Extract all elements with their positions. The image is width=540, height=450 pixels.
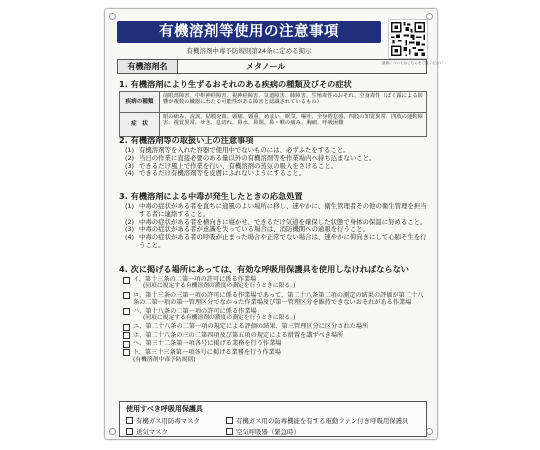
- regulation-footnote: (有機溶剤中毒予防規則): [133, 357, 196, 364]
- item-text: ト、第三十三条第一項各号に掲げる業務を行う作業場: [133, 348, 281, 356]
- respirator-option: [226, 416, 420, 425]
- symptom-header: 症 状: [120, 113, 160, 136]
- item-text: ロ、第十三条の三第一項の許可に係る作業場であって、第二十八条第二項の測定の結果の評価が第二十八条の二第一項の第一管理区分でなかった作業場及び第一管理区分を維持できないおそれがある作業場: [133, 291, 424, 307]
- option-label: 有機ガス用の防毒機能を有する電動ファン付き呼吸用保護具: [236, 417, 409, 425]
- respirator-option: [126, 416, 226, 425]
- table-row: [120, 112, 426, 136]
- item-text: できるだけ有機溶剤等を皮膚にふれないようにすること。: [139, 169, 306, 178]
- mounting-hole: [109, 13, 116, 20]
- item-text: イ、第十三条の二第一項の許可に係る作業場: [133, 276, 257, 283]
- option-label: 空気呼吸器（緊急時）: [236, 428, 300, 436]
- checkbox[interactable]: [123, 349, 130, 356]
- checkbox[interactable]: [123, 292, 130, 299]
- list-item: [125, 234, 427, 250]
- checkbox[interactable]: [123, 277, 130, 284]
- checklist-item: [123, 340, 427, 348]
- checkbox[interactable]: [226, 417, 233, 424]
- item-note: (同項に規定する有機溶剤の濃度の測定を行うときに限る。): [143, 315, 296, 322]
- section-4-title: 4. 次に掲げる場所にあっては、有効な呼吸用保護具を使用しなければならない: [119, 264, 409, 274]
- section-2-title: 2. 有機溶剤等の取扱い上の注意事項: [119, 135, 254, 145]
- first-aid-list: [125, 203, 427, 250]
- item-text: ハ、第十八条の二第一項の許可に係る作業場: [133, 307, 257, 315]
- item-text: 有機溶剤等を入れた容器で使用中でないものには、必ずふたをすること。: [139, 146, 350, 154]
- item-text: 中毒の症状がある者が意識を失っている場合は、消防機関への通報を行うこと。: [139, 225, 370, 234]
- solvent-name-label: 有機溶剤名: [118, 60, 178, 73]
- respirator-box-title: 使用すべき呼吸用保護具: [126, 405, 203, 413]
- table-row: [120, 92, 426, 112]
- checklist-item: [123, 323, 427, 331]
- checkbox[interactable]: [126, 428, 133, 435]
- qr-caption: 最新についてはこちらをご覧ください: [382, 61, 444, 65]
- item-number: (1): [125, 202, 135, 210]
- respirator-option: [126, 427, 226, 436]
- item-number: (2): [125, 153, 135, 162]
- disease-type-text: 前眼部障害、中枢神経障害、視神経障害、気道障害、肺障害、生殖毒性のおそれ、全身毒性（ばく露による影響が複数の臓器にわたる可能性がある障害と認識されているもの）: [163, 93, 423, 106]
- item-number: (4): [125, 169, 135, 178]
- item-text: ニ、第二十八条の二第一項の規定による評価の結果、第三管理区分に区分された場所: [133, 323, 369, 331]
- solvent-name-value: メタノール: [246, 62, 286, 71]
- mounting-hole: [426, 428, 433, 435]
- section-1-title: 1. 有機溶剤により生ずるおそれのある疾病の種類及びその症状: [119, 79, 352, 89]
- checkbox[interactable]: [123, 341, 130, 348]
- item-number: (4): [125, 233, 135, 242]
- disease-type-header: 疾病の種類: [120, 92, 160, 112]
- symptom-text: 眼の痛み、流涙、結膜充血、頭痛、頭重、めまい、眠気、嘔吐、全身倦怠感、四肢の知覚異常、四肢の運動障害、視覚異常、せき、息切れ、鼻水、鼻閉、鼻・喉の痛み、胸痛、呼吸困難: [163, 114, 423, 127]
- item-text: 中毒の症状がある者の呼吸が止まった場合や正常でない場合は、速やかに仰向きにして心肺そ生を行うこと。: [139, 233, 427, 249]
- checkbox[interactable]: [226, 428, 233, 435]
- checklist-item: [123, 292, 427, 307]
- checkbox[interactable]: [123, 324, 130, 331]
- item-number: (3): [125, 225, 135, 234]
- respirator-required-places-list: [123, 276, 427, 365]
- item-text: 中毒の症状がある者を横向きに寝かせ、できるだけ気道を確保した状態で身体の保温に努めること。: [139, 217, 427, 226]
- section-3-title: 3. 有機溶剤による中毒が発生したときの応急処置: [119, 191, 303, 201]
- option-label: 有機ガス用防毒マスク: [136, 417, 200, 425]
- disease-symptom-table: [119, 91, 427, 137]
- sign-title: 有機溶剤等使用の注意事項: [117, 21, 381, 43]
- sign-subtitle: 有機溶剤中毒予防規則第24条に定める掲示: [186, 47, 312, 55]
- checklist-item: [123, 349, 427, 357]
- checkbox[interactable]: [123, 332, 130, 339]
- item-text: ヘ、第三十二条第一項各号に掲げる業務を行う作業場: [133, 340, 282, 348]
- mounting-hole: [109, 428, 116, 435]
- respirator-option: [226, 427, 420, 436]
- item-text: ホ、第二十八条の三の二第四項及び第五項の規定による措置を講ずべき場所: [133, 331, 344, 339]
- item-text: できるだけ風上で作業を行い、有機溶剤の蒸気の吸入をさけること。: [139, 161, 338, 170]
- item-text: 当日の作業に直接必要のある量以外の有機溶剤等を作業場内へ持ち込まないこと。: [139, 153, 376, 162]
- checkbox[interactable]: [126, 417, 133, 424]
- respirator-type-box: [119, 401, 427, 437]
- list-item: [125, 203, 427, 219]
- item-text: 中毒の症状がある者を直ちに通風のよい場所に移し、速やかに、衛生管理者その他の衛生管理を担当する者に連絡すること。: [139, 202, 427, 218]
- checklist-item: [123, 332, 427, 340]
- notice-sign: [104, 8, 444, 440]
- item-note: (同項に規定する有機溶剤の濃度の測定を行うときに限る。): [143, 283, 296, 290]
- item-number: (1): [125, 146, 135, 154]
- handling-precautions-list: [125, 147, 427, 178]
- option-label: 送気マスク: [136, 428, 168, 436]
- item-number: (2): [125, 217, 135, 226]
- item-number: (3): [125, 161, 135, 170]
- checklist-item: [123, 308, 427, 323]
- solvent-name-row: [117, 59, 427, 74]
- checkbox[interactable]: [123, 308, 130, 315]
- checklist-item: [123, 276, 427, 291]
- list-item: [125, 170, 427, 178]
- sign-header: [117, 21, 381, 61]
- qr-code-icon[interactable]: [388, 19, 428, 59]
